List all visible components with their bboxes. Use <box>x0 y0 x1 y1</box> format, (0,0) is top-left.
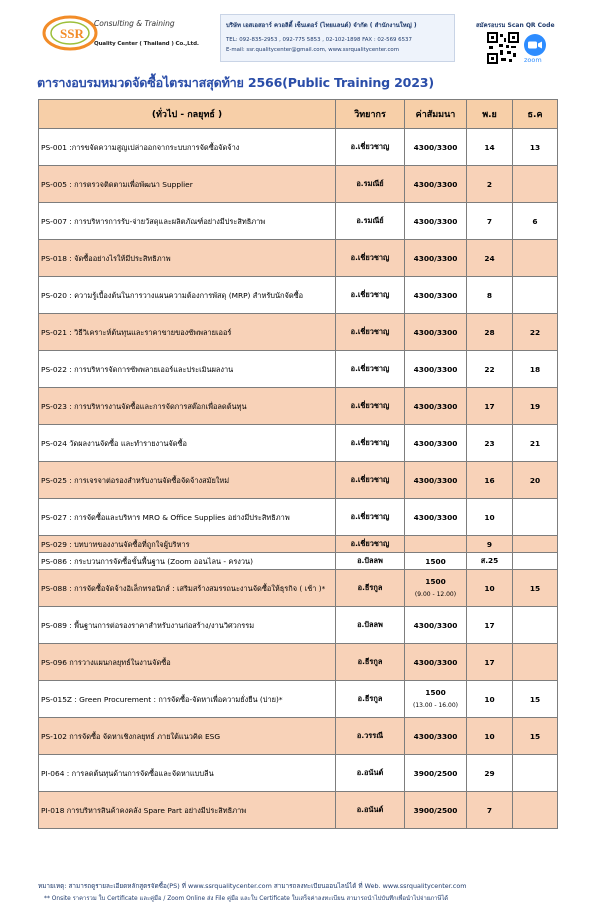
zoom-label: zoom <box>524 56 542 64</box>
price: 4300/3300 <box>405 314 467 351</box>
date-nov: 9 <box>467 536 513 553</box>
date-nov: 14 <box>467 129 513 166</box>
table-row[interactable] <box>39 129 558 166</box>
price: 4300/3300 <box>405 718 467 755</box>
company-info-box <box>220 14 455 62</box>
company-name: บริษัท เอสเอสอาร์ ควอลิตี้ เซ็นเตอร์ (ไทยแลนด์) จำกัด ( สำนักงานใหญ่ ) <box>226 22 417 29</box>
price-time: (9.00 - 12.00) <box>414 591 457 598</box>
table-row[interactable] <box>39 351 558 388</box>
date-dec <box>513 607 558 644</box>
course-name: PS-096 การวางแผนกลยุทธ์ในงานจัดซื้อ <box>39 644 336 681</box>
price <box>405 681 467 718</box>
zoom-icon <box>523 33 547 57</box>
course-name: PS-024 วัดผลงานจัดซื้อ และทำรายงานจัดซื้อ <box>39 425 336 462</box>
price: 4300/3300 <box>405 462 467 499</box>
company-phone: TEL: 092-835-2953 , 092-775 5853 , 02-102-1898 FAX : 02-569 6537 <box>226 37 412 43</box>
qr-code-icon[interactable] <box>487 32 519 64</box>
table-row[interactable] <box>39 277 558 314</box>
date-dec: 15 <box>513 718 558 755</box>
date-nov: 10 <box>467 499 513 536</box>
course-name: PS-007 : การบริหารการรับ-จ่ายวัสดุและผลิตภัณฑ์อย่างมีประสิทธิภาพ <box>39 203 336 240</box>
date-nov: 17 <box>467 644 513 681</box>
date-dec: 6 <box>513 203 558 240</box>
date-nov: 7 <box>467 792 513 829</box>
table-row[interactable] <box>39 314 558 351</box>
price: 4300/3300 <box>405 499 467 536</box>
footer-remark: ** Onsite ราคารวม ใบ Certificate และคู่มือ / Zoom Online ส่ง File คู่มือ และใบ Certificate ใบเสร็จค่าลงทะเบียน สามารถนำไปบันทึกเพื่อนำไปจ่ายภาษีได้ <box>44 896 449 902</box>
logo-text: SSR <box>60 26 84 41</box>
price: 1500 <box>405 553 467 570</box>
date-nov: 24 <box>467 240 513 277</box>
ssr-logo <box>42 13 102 53</box>
price-time: (13.00 - 16.00) <box>412 702 458 709</box>
table-row[interactable] <box>39 499 558 536</box>
price: 4300/3300 <box>405 607 467 644</box>
date-nov: 8 <box>467 277 513 314</box>
header-course: (ทั่วไป - กลยุทธ์ ) <box>39 100 336 129</box>
trainer: อ.เชี่ยวชาญ <box>336 314 405 351</box>
header-trainer: วิทยากร <box>336 100 405 129</box>
table-row[interactable] <box>39 462 558 499</box>
schedule-table <box>38 99 558 829</box>
date-nov: 10 <box>467 681 513 718</box>
date-dec: 19 <box>513 388 558 425</box>
date-dec <box>513 499 558 536</box>
table-row[interactable] <box>39 792 558 829</box>
table-row[interactable] <box>39 644 558 681</box>
date-nov: 10 <box>467 718 513 755</box>
table-row[interactable] <box>39 388 558 425</box>
date-dec <box>513 166 558 203</box>
table-row[interactable] <box>39 681 558 718</box>
course-name: PS-088 : การจัดซื้อจัดจ้างอิเล็กทรอนิกส์ : เสริมสร้างสมรรถนะงานจัดซื้อให้ธุรกิจ ( เช้า )* <box>39 570 336 607</box>
date-dec <box>513 755 558 792</box>
logo-tagline: Consulting & Training <box>94 19 175 28</box>
qr-title: สมัครอบรม Scan QR Code <box>476 22 555 29</box>
date-nov: 10 <box>467 570 513 607</box>
trainer: อ.เชี่ยวชาญ <box>336 499 405 536</box>
trainer: อ.ปัลลพ <box>336 607 405 644</box>
course-name: PS-023 : การบริหารงานจัดซื้อและการจัดการสต๊อกเพื่อลดต้นทุน <box>39 388 336 425</box>
footer-note: หมายเหตุ: สามารถดูรายละเอียดหลักสูตรจัดซื้อ(PS) ที่ www.ssrqualitycenter.com สามารถลงทะเบียนออนไลน์ได้ ที่ Web. www.ssrqualitycenter.com <box>38 882 467 890</box>
trainer: อ.อนันต์ <box>336 792 405 829</box>
table-row[interactable] <box>39 718 558 755</box>
company-email[interactable]: E-mail: ssr.qualitycenter@gmail.com, www.ssrqualitycenter.com <box>226 47 399 53</box>
date-nov: ส.25 <box>467 553 513 570</box>
logo-company: Quality Center ( Thailand ) Co.,Ltd. <box>94 41 199 47</box>
trainer: อ.รมณีย์ <box>336 166 405 203</box>
date-dec: 15 <box>513 681 558 718</box>
price: 4300/3300 <box>405 425 467 462</box>
course-name: PS-027 : การจัดซื้อและบริหาร MRO & Office Supplies อย่างมีประสิทธิภาพ <box>39 499 336 536</box>
trainer: อ.ธีรกูล <box>336 644 405 681</box>
trainer: อ.อนันต์ <box>336 755 405 792</box>
course-name: PS-029 : บทบาทของงานจัดซื้อที่ถูกใจผู้บริหาร <box>39 536 336 553</box>
date-dec <box>513 644 558 681</box>
header-nov: พ.ย <box>467 100 513 129</box>
price-value: 1500 <box>425 688 446 697</box>
date-dec <box>513 553 558 570</box>
price: 3900/2500 <box>405 792 467 829</box>
table-row[interactable] <box>39 755 558 792</box>
date-dec <box>513 277 558 314</box>
course-name: PS-022 : การบริหารจัดการซัพพลายเออร์และประเมินผลงาน <box>39 351 336 388</box>
course-name: PS-025 : การเจรจาต่อรองสำหรับงานจัดซื้อจัดจ้างสมัยใหม่ <box>39 462 336 499</box>
table-row[interactable] <box>39 570 558 607</box>
price: 4300/3300 <box>405 203 467 240</box>
trainer: อ.เชี่ยวชาญ <box>336 462 405 499</box>
trainer: อ.ธีรกูล <box>336 570 405 607</box>
date-nov: 16 <box>467 462 513 499</box>
date-dec <box>513 536 558 553</box>
date-nov: 28 <box>467 314 513 351</box>
date-nov: 2 <box>467 166 513 203</box>
table-row[interactable] <box>39 166 558 203</box>
date-dec: 21 <box>513 425 558 462</box>
table-header-row <box>39 100 558 129</box>
price: 4300/3300 <box>405 277 467 314</box>
date-nov: 17 <box>467 607 513 644</box>
trainer: อ.เชี่ยวชาญ <box>336 425 405 462</box>
price: 4300/3300 <box>405 129 467 166</box>
date-dec: 13 <box>513 129 558 166</box>
course-name: PS-018 : จัดซื้ออย่างไรให้มีประสิทธิภาพ <box>39 240 336 277</box>
header-price: ค่าสัมมนา <box>405 100 467 129</box>
table-row[interactable] <box>39 425 558 462</box>
page-title: ตารางอบรมหมวดจัดซื้อไตรมาสสุดท้าย 2566(Public Training 2023) <box>37 75 434 90</box>
date-nov: 17 <box>467 388 513 425</box>
price-value: 1500 <box>425 577 446 586</box>
price: 4300/3300 <box>405 240 467 277</box>
date-nov: 29 <box>467 755 513 792</box>
course-name: PS-015Z : Green Procurement : การจัดซื้อ-จัดหาเพื่อความยั่งยืน (บ่าย)* <box>39 681 336 718</box>
trainer: อ.เชี่ยวชาญ <box>336 240 405 277</box>
course-name: PS-005 : การตรวจติดตามเพื่อพัฒนา Supplier <box>39 166 336 203</box>
price: 3900/2500 <box>405 755 467 792</box>
date-nov: 7 <box>467 203 513 240</box>
course-name: PI-064 : การลดต้นทุนด้านการจัดซื้อและจัดหาแบบลีน <box>39 755 336 792</box>
trainer: อ.เชี่ยวชาญ <box>336 129 405 166</box>
date-dec: 22 <box>513 314 558 351</box>
date-dec <box>513 792 558 829</box>
page-header <box>0 0 601 70</box>
price <box>405 570 467 607</box>
table-row[interactable] <box>39 203 558 240</box>
table-row[interactable] <box>39 240 558 277</box>
price: 4300/3300 <box>405 351 467 388</box>
date-dec <box>513 240 558 277</box>
date-dec: 18 <box>513 351 558 388</box>
trainer: อ.เชี่ยวชาญ <box>336 277 405 314</box>
trainer: อ.ธีรกูล <box>336 681 405 718</box>
trainer: อ.เชี่ยวชาญ <box>336 388 405 425</box>
course-name: PS-089 : พื้นฐานการต่อรองราคาสำหรับงานก่อสร้าง/งานวิศวกรรม <box>39 607 336 644</box>
course-name: PS-102 การจัดซื้อ จัดหาเชิงกลยุทธ์ ภายใต้แนวคิด ESG <box>39 718 336 755</box>
trainer: อ.วรรณี <box>336 718 405 755</box>
table-row[interactable] <box>39 607 558 644</box>
date-nov: 22 <box>467 351 513 388</box>
trainer: อ.ปัลลพ <box>336 553 405 570</box>
price <box>405 536 467 553</box>
trainer: อ.เชี่ยวชาญ <box>336 536 405 553</box>
trainer: อ.เชี่ยวชาญ <box>336 351 405 388</box>
trainer: อ.รมณีย์ <box>336 203 405 240</box>
course-name: PS-086 : กระบวนการจัดซื้อขั้นพื้นฐาน (Zoom ออนไลน - ครงวน) <box>39 553 336 570</box>
course-name: PS-020 : ความรู้เบื้องต้นในการวางแผนความต้องการพัสดุ (MRP) สำหรับนักจัดซื้อ <box>39 277 336 314</box>
price: 4300/3300 <box>405 388 467 425</box>
header-dec: ธ.ค <box>513 100 558 129</box>
course-name: PS-021 : วิธีวิเคราะห์ต้นทุนและราคาขายของซัพพลายเออร์ <box>39 314 336 351</box>
price: 4300/3300 <box>405 166 467 203</box>
table-row[interactable] <box>39 553 558 570</box>
date-dec: 20 <box>513 462 558 499</box>
date-nov: 23 <box>467 425 513 462</box>
table-row[interactable] <box>39 536 558 553</box>
date-dec: 15 <box>513 570 558 607</box>
course-name: PS-001 :การขจัดความสูญเปล่าออกจากระบบการจัดซื้อจัดจ้าง <box>39 129 336 166</box>
price: 4300/3300 <box>405 644 467 681</box>
course-name: PI-018 การบริหารสินค้าคงคลัง Spare Part อย่างมีประสิทธิภาพ <box>39 792 336 829</box>
